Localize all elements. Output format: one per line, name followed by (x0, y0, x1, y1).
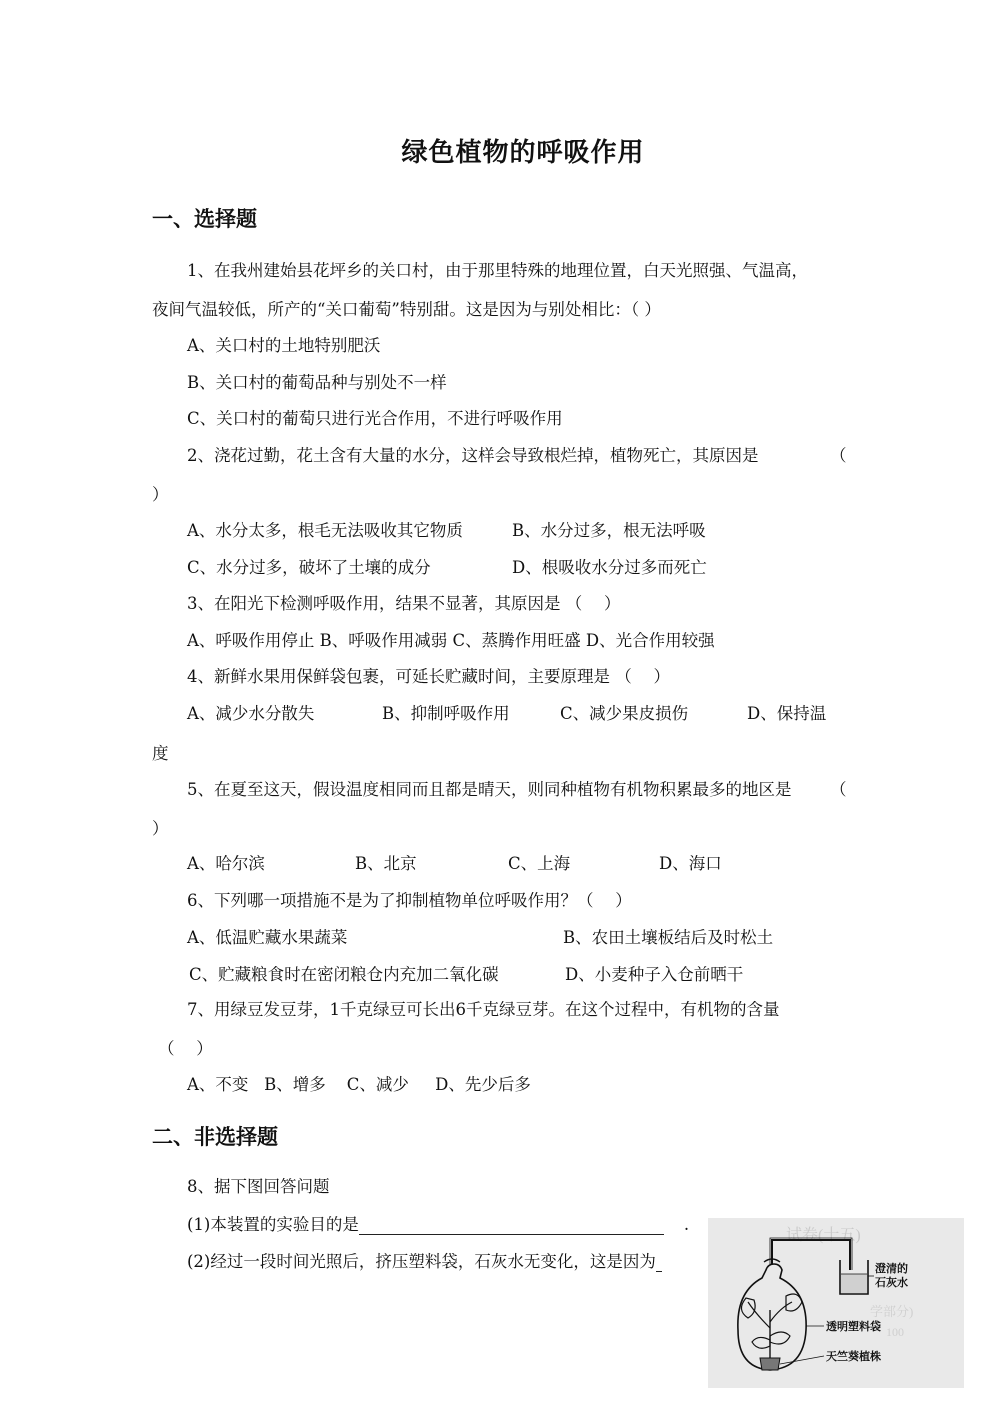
question-5-option-a: A、哈尔滨 (187, 854, 265, 873)
svg-text:100: 100 (886, 1325, 904, 1339)
question-8-part-2 (187, 1248, 662, 1272)
question-2-option-c: C、水分过多，破坏了土壤的成分 (187, 558, 431, 577)
question-8-part-1-text: (1)本装置的实验目的是 (187, 1215, 359, 1234)
question-4-option-d: D、保持温 (747, 704, 827, 723)
question-5-option-d: D、海口 (659, 854, 722, 873)
label-plant: 天竺葵植株 (826, 1350, 881, 1363)
question-3-options: A、呼吸作用停止 B、呼吸作用减弱 C、蒸腾作用旺盛 D、光合作用较强 (187, 631, 715, 650)
question-4-option-a: A、减少水分散失 (187, 704, 315, 723)
question-7-options: A、不变 B、增多 C、减少 D、先少后多 (187, 1075, 531, 1094)
question-8-part-2-text: (2)经过一段时间光照后，挤压塑料袋，石灰水无变化，这是因为 (187, 1252, 656, 1271)
question-3-line-1: 3、在阳光下检测呼吸作用，结果不显著，其原因是 （ ） (187, 594, 621, 613)
page-title: 绿色植物的呼吸作用 (401, 138, 645, 168)
question-2-paren-close: ） (152, 485, 169, 504)
question-2-line-1: 2、浇花过勤，花土含有大量的水分，这样会导致根烂掉，植物死亡，其原因是 (187, 446, 759, 465)
question-4-option-d-continued: 度 (152, 744, 169, 763)
question-7-line-1: 7、用绿豆发豆芽，1千克绿豆可长出6千克绿豆芽。在这个过程中，有机物的含量 (187, 1000, 780, 1019)
question-2-option-d: D、根吸收水分过多而死亡 (512, 558, 707, 577)
label-limewater-2: 石灰水 (875, 1276, 908, 1289)
experiment-figure (708, 1218, 964, 1388)
glass-tube (772, 1240, 850, 1270)
question-5-paren-open: （ (830, 780, 847, 799)
question-1-option-a: A、关口村的土地特别肥沃 (187, 336, 381, 355)
plant-pot (760, 1358, 780, 1370)
question-4-option-c: C、减少果皮损伤 (560, 704, 689, 723)
question-6-line-1: 6、下列哪一项措施不是为了抑制植物单位呼吸作用？（ ） (187, 891, 632, 910)
question-6-option-b: B、农田土壤板结后及时松土 (563, 928, 774, 947)
answer-blank-2[interactable] (656, 1253, 662, 1272)
answer-blank-1[interactable] (359, 1216, 664, 1235)
question-2-option-a: A、水分太多，根毛无法吸收其它物质 (187, 521, 463, 540)
question-5-paren-close: ） (152, 819, 169, 838)
question-8-part-1 (187, 1211, 689, 1235)
svg-text:试卷(十五): 试卷(十五) (786, 1227, 861, 1244)
experiment-diagram (708, 1218, 964, 1388)
question-6-option-c: C、贮藏粮食时在密闭粮仓内充加二氧化碳 (189, 965, 499, 984)
svg-text:学部分): 学部分) (870, 1304, 914, 1319)
question-1-option-c: C、关口村的葡萄只进行光合作用，不进行呼吸作用 (187, 409, 563, 428)
question-6-option-d: D、小麦种子入仓前晒干 (565, 965, 744, 984)
question-5-line-1: 5、在夏至这天，假设温度相同而且都是晴天，则同种植物有机物积累最多的地区是 (187, 780, 792, 799)
question-6-option-a: A、低温贮藏水果蔬菜 (187, 928, 348, 947)
question-5-option-c: C、上海 (508, 854, 571, 873)
question-7-line-2: （ ） (158, 1039, 213, 1058)
question-1-line-2: 夜间气温较低，所产的“关口葡萄”特别甜。这是因为与别处相比：（ ） (152, 300, 661, 319)
question-1-option-b: B、关口村的葡萄品种与别处不一样 (187, 373, 447, 392)
label-limewater-1: 澄清的 (875, 1262, 908, 1275)
question-8-line-1: 8、据下图回答问题 (187, 1177, 330, 1196)
question-2-option-b: B、水分过多，根无法呼吸 (512, 521, 706, 540)
question-8-part-1-period: . (683, 1215, 690, 1234)
label-plastic-bag: 透明塑料袋 (826, 1320, 881, 1333)
question-5-option-b: B、北京 (355, 854, 417, 873)
plastic-bag-shape (738, 1264, 806, 1370)
question-4-line-1: 4、新鲜水果用保鲜袋包裹，可延长贮藏时间，主要原理是 （ ） (187, 667, 670, 686)
section-heading-nonchoice: 二、非选择题 (152, 1124, 278, 1149)
question-2-paren-open: （ (830, 446, 847, 465)
question-4-option-b: B、抑制呼吸作用 (382, 704, 510, 723)
section-heading-choice: 一、选择题 (152, 206, 257, 231)
question-1-line-1: 1、在我州建始县花坪乡的关口村，由于那里特殊的地理位置，白天光照强、气温高， (187, 261, 808, 280)
